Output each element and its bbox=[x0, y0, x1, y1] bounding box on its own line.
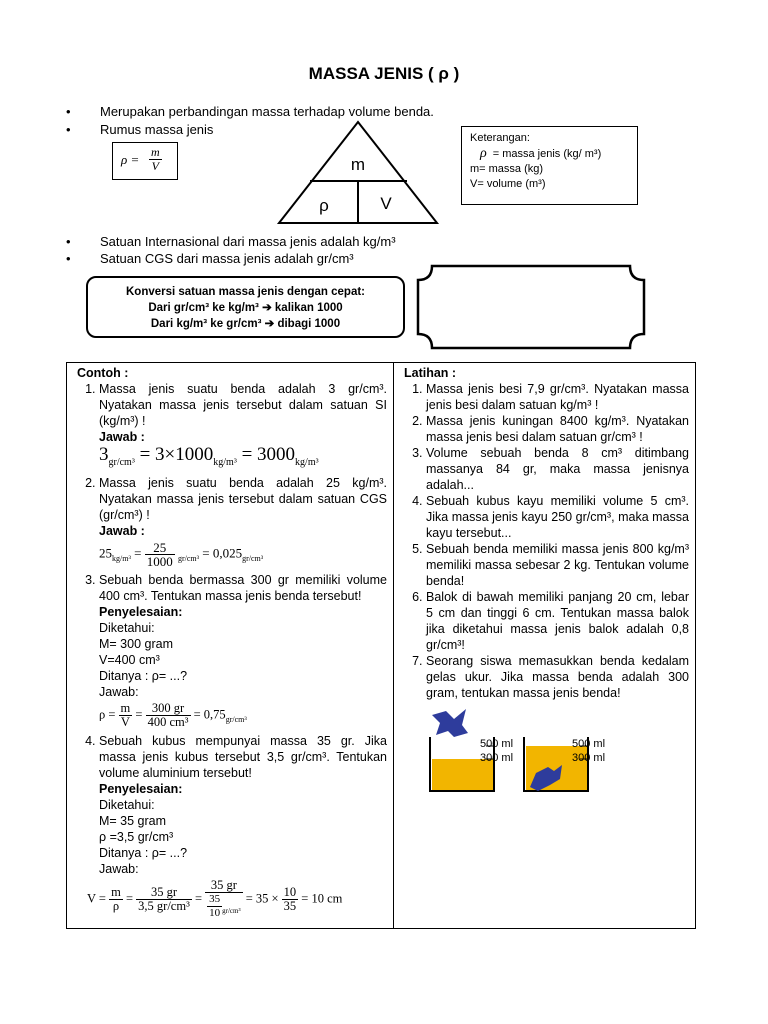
contoh-item-4: 4. Sebuah kubus mempunyai massa 35 gr. Jika massa jenis kubus tersebut 3,5 gr/cm³. Tentukan volume aluminium tersebut! Penyelesaian: Diketahui: M= 35 gram ρ =3,5 gr/cm³ Ditanya : ρ= ...? Jawab: V = $\frac{m}{\rho}$ = $\frac{35 gr}{\text{3,5 gr/cm³}}$ = 35 gr $\frac{35}{10}$ $_{gr/cm^3}$ = 35 × $\frac{10}{35}$ = 10 cm bbox=[99, 733, 387, 920]
keterangan-box: Keterangan: ρ = massa jenis (kg/ m³) m= massa (kg) V= volume (m³) bbox=[461, 126, 638, 205]
bullet-definition: • Merupakan perbandingan massa terhadap volume benda. bbox=[66, 104, 434, 119]
beaker-illustration bbox=[426, 707, 626, 793]
bullet-si-unit: • Satuan Internasional dari massa jenis adalah kg/m³ bbox=[66, 234, 396, 249]
latihan-item: 7. Seorang siswa memasukkan benda kedalam gelas ukur. Jika massa benda adalah 300 gram, tentukan massa jenis benda! bbox=[426, 653, 689, 701]
latihan-item: 4. Sebuah kubus kayu memiliki volume 5 cm³. Jika massa jenis kayu 250 gr/cm³, maka massa kayu tersebut... bbox=[426, 493, 689, 541]
triangle-rho: ρ bbox=[319, 196, 329, 215]
latihan-item: 3. Volume sebuah benda 8 cm³ ditimbang massanya 84 gr, maka massa jenisnya adalah... bbox=[426, 445, 689, 493]
triangle-m: m bbox=[350, 155, 366, 174]
contoh-1-answer: $3_{gr/cm^3} = 3\times 1000_{kg/m^3} = 3000_{kg/m^3}$ bbox=[99, 444, 319, 468]
latihan-item: 1. Massa jenis besi 7,9 gr/cm³. Nyatakan massa jenis besi dalam satuan kg/m³ ! bbox=[426, 381, 689, 413]
keterangan-heading: Keterangan: bbox=[470, 132, 530, 144]
contoh-heading: Contoh : bbox=[77, 366, 129, 380]
latihan-item: 2. Massa jenis kuningan 8400 kg/m³. Nyatakan massa jenis besi dalam satuan gr/cm³ ! bbox=[426, 413, 689, 445]
contoh-2-answer: $25_{kg/m^3}$ = $\frac{25}{1000}$ $_{gr/cm^3} = 0,025_{gr/cm^3}$ bbox=[99, 539, 264, 569]
page-title: MASSA JENIS ( ρ ) bbox=[308, 64, 460, 83]
latihan-item: 6. Balok di bawah memiliki panjang 20 cm, lebar 5 cm dan tinggi 6 cm. Tentukan massa balok jika diketahui massa jenis balok adalah 0,8 gr/cm³! bbox=[426, 589, 689, 653]
contoh-3-answer: ρ = $\frac{m}{V}$ = $\frac{300 gr}{\text{400 cm³}}$ = $0,75_{gr/cm^3}$ bbox=[99, 700, 247, 729]
konversi-box: Konversi satuan massa jenis dengan cepat: Dari gr/cm³ ke kg/m³ ➔ kalikan 1000 Dari kg/m³ ke gr/cm³ ➔ dibagi 1000 bbox=[86, 276, 405, 338]
object-shape bbox=[432, 709, 468, 737]
examples-table bbox=[66, 362, 696, 929]
contoh-4-answer: V = $\frac{m}{\rho}$ = $\frac{35 gr}{\text{3,5 gr/cm³}}$ = 35 gr $\frac{35}{10}$ $_{gr/cm^3}$ = 35 × $\frac{10}{35}$ = 10 cm bbox=[87, 877, 343, 919]
svg-text:500 ml: 500 ml bbox=[572, 738, 606, 750]
latihan-item: 5. Sebuah benda memiliki massa jenis 800 kg/m³ memiliki massa sebesar 2 kg. Tentukan volume benda! bbox=[426, 541, 689, 589]
contoh-item-3: 3. Sebuah benda bermassa 300 gr memiliki volume 400 cm³. Tentukan massa jenis benda tersebut! Penyelesaian: Diketahui: M= 300 gram V=400 cm³ Ditanya : ρ= ...? Jawab: ρ = $\frac{m}{V}$ = $\frac{300 gr}{\text{400 cm³}}$ = $0,75_{gr/cm^3}$ bbox=[99, 572, 387, 729]
triangle-diagram bbox=[276, 120, 440, 226]
contoh-item-1: 1. Massa jenis suatu benda adalah 3 gr/cm³. Nyatakan massa jenis tersebut dalam satuan SI (kg/m³) ! Jawab : $3_{gr/cm^3} = 3\times 1000_{kg/m^3} = 3000_{kg/m^3}$ bbox=[99, 381, 387, 471]
latihan-heading: Latihan : bbox=[404, 366, 457, 380]
triangle-v: V bbox=[380, 194, 392, 213]
contoh-column bbox=[67, 363, 394, 929]
bullet-cgs-unit: • Satuan CGS dari massa jenis adalah gr/cm³ bbox=[66, 251, 354, 266]
latihan-column bbox=[394, 363, 696, 929]
svg-text:500 ml: 500 ml bbox=[480, 738, 514, 750]
rho-symbol: ρ bbox=[480, 146, 487, 161]
decorative-frame bbox=[414, 262, 648, 352]
bullet-formula: • Rumus massa jenis bbox=[66, 122, 214, 137]
formula-box: ρ = $\frac{m}{V}$ bbox=[112, 142, 178, 180]
svg-text:300 ml: 300 ml bbox=[480, 752, 514, 764]
svg-text:300 ml: 300 ml bbox=[572, 752, 606, 764]
contoh-item-2: 2. Massa jenis suatu benda adalah 25 kg/m³. Nyatakan massa jenis tersebut dalam satuan CGS (gr/cm³) ! Jawab : $25_{kg/m^3}$ = $\frac{25}{1000}$ $_{gr/cm^3} = 0,025_{gr/cm^3}$ bbox=[99, 475, 387, 568]
